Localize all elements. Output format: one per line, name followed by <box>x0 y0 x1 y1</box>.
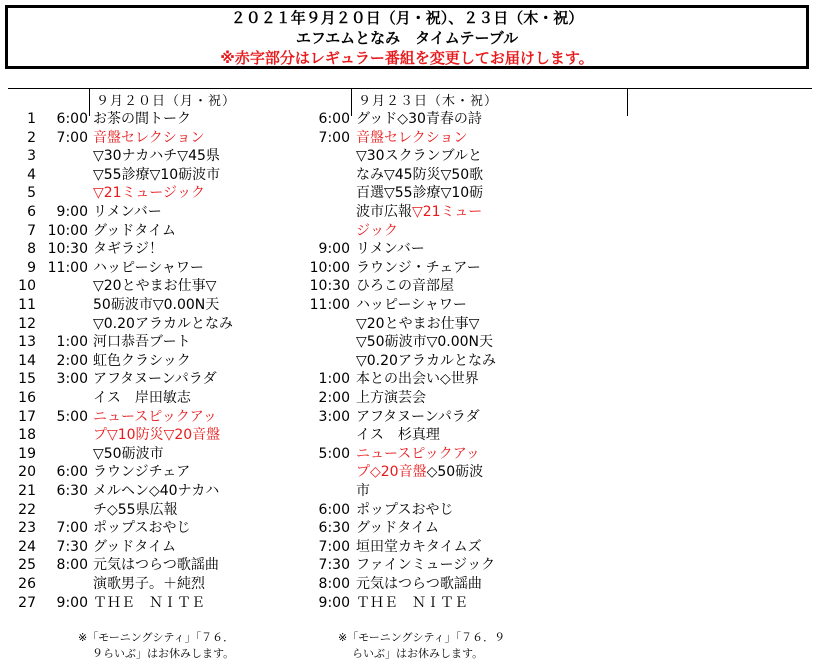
day2-program <box>356 129 467 148</box>
row-number: 6 <box>27 204 36 220</box>
day1-program-text: ニュースピックアッ <box>93 408 217 425</box>
row-number: 26 <box>18 576 36 592</box>
day1-program-text: お茶の間トーク <box>93 111 191 127</box>
day2-time: 2:00 <box>318 390 350 406</box>
day1-program-text: ▽0.20アラカルとなみ <box>93 315 233 332</box>
row-number: 14 <box>18 352 36 369</box>
day2-program <box>356 352 496 371</box>
day2-time: 6:30 <box>318 520 350 537</box>
day1-program <box>93 166 220 185</box>
table-row <box>0 575 820 594</box>
day2-time: 1:00 <box>318 371 350 388</box>
table-row <box>0 333 820 352</box>
day1-program-text: タギラジ！ <box>93 241 163 258</box>
row-number: 12 <box>18 315 36 332</box>
day2-program-text: ▽0.20アラカルとなみ <box>356 352 496 369</box>
table-row <box>0 594 820 613</box>
day1-program <box>93 501 178 520</box>
day2-program <box>356 482 370 501</box>
title-box <box>5 5 809 69</box>
day1-time: 6:30 <box>56 483 88 499</box>
day1-program <box>93 129 204 148</box>
day1-program <box>93 147 220 166</box>
day1-program <box>93 240 163 259</box>
day1-program <box>93 408 217 427</box>
day1-note-line1: ※「モーニングシティ」「７６． <box>78 631 235 644</box>
day2-program-text: 本との出会い◇世界 <box>356 371 479 388</box>
day2-program-text: ▽30スクランブルと <box>356 148 483 165</box>
day1-program-text: チ◇55県広報 <box>93 501 178 518</box>
row-number: 8 <box>27 241 36 258</box>
row-number: 18 <box>18 427 36 444</box>
day1-program-text: リメンバー <box>93 204 162 220</box>
day1-program-text: メルヘン◇40ナカハ <box>93 483 220 499</box>
table-row <box>0 501 820 520</box>
day1-time: 3:00 <box>56 371 88 388</box>
day2-program <box>356 333 493 352</box>
row-number: 23 <box>18 520 36 537</box>
day1-program <box>93 296 219 315</box>
day2-program-text: なみ▽45防災▽50歌 <box>356 166 484 183</box>
row-number: 11 <box>18 297 36 313</box>
day2-program <box>356 259 481 278</box>
day2-program <box>356 203 482 222</box>
day2-program <box>356 222 398 241</box>
day2-program <box>356 389 426 408</box>
day1-program <box>93 259 204 278</box>
day2-time: 11:00 <box>309 297 350 313</box>
day2-program-text: 百選▽55診療▽10砺 <box>356 185 484 202</box>
day2-program <box>356 575 482 594</box>
day1-program-text: ▽30ナカハチ▽45県 <box>93 148 220 165</box>
day2-program <box>356 277 454 296</box>
table-row <box>0 222 820 241</box>
row-number: 19 <box>18 445 36 462</box>
day1-program <box>93 352 191 371</box>
day1-program-text: グッドタイム <box>93 538 177 555</box>
row-number: 7 <box>27 222 36 239</box>
day2-program <box>356 370 479 389</box>
day1-program <box>93 277 216 296</box>
table-row <box>0 110 820 129</box>
day1-program <box>93 538 176 557</box>
day2-time: 9:00 <box>318 241 350 258</box>
day2-program-text: 波市広報 <box>356 204 412 220</box>
day2-time: 7:00 <box>318 538 350 555</box>
day1-program <box>93 315 233 334</box>
row-number: 13 <box>18 334 36 351</box>
day1-time: 1:00 <box>56 334 88 351</box>
day1-program <box>93 463 190 482</box>
table-row <box>0 259 820 278</box>
day2-time: 10:00 <box>309 259 350 276</box>
table-row <box>0 426 820 445</box>
day1-program-text: プ▽10防災▽20音盤 <box>93 427 221 444</box>
day1-time: 9:00 <box>56 594 88 611</box>
day2-program-text: 音盤セレクション <box>356 129 468 146</box>
day2-program-text: グッドタイム <box>356 520 440 537</box>
day1-program-text: アフタヌーンパラダ <box>93 371 217 388</box>
day1-time: 2:00 <box>56 352 88 369</box>
day2-note-line1: ※「モーニングシティ」「７６．９ <box>338 631 506 644</box>
day2-note <box>338 630 505 662</box>
day2-program-text: ◇50砺波 <box>426 464 484 481</box>
day1-program-text: グッドタイム <box>93 222 177 239</box>
day2-program-text: ラウンジ・チェアー <box>356 259 481 276</box>
day1-program <box>93 203 162 222</box>
title-station: エフエムとなみ タイムテーブル <box>295 29 519 47</box>
day2-time: 6:00 <box>318 501 350 518</box>
day1-program <box>93 426 220 445</box>
day2-time: 8:00 <box>318 576 350 592</box>
table-row <box>0 445 820 464</box>
table-row <box>0 166 820 185</box>
row-number: 24 <box>18 538 36 555</box>
day2-note-line2: らいぶ」はお休みします。 <box>352 647 484 660</box>
day1-time: 8:00 <box>56 557 88 574</box>
day1-note-line2: ９らいぶ」はお休みします。 <box>92 647 235 660</box>
day1-program <box>93 389 191 408</box>
day2-program-text: ニュースピックアッ <box>356 445 480 462</box>
day2-program-text: イス 杉真理 <box>356 427 440 444</box>
day1-program-text: ポップスおやじ <box>93 520 191 537</box>
day2-program <box>356 110 482 129</box>
day2-program <box>356 315 479 334</box>
day1-program-text: 虹色クラシック <box>93 352 191 369</box>
day1-program <box>93 333 191 352</box>
day2-program <box>356 594 468 613</box>
day1-time: 11:00 <box>47 259 88 276</box>
day1-program-text: ▽50砺波市 <box>93 445 164 462</box>
day1-program-text: 元気はつらつ歌謡曲 <box>93 557 219 574</box>
day1-program-text: 演歌男子。＋純烈 <box>93 576 205 592</box>
day2-program-text: ポップスおやじ <box>356 501 454 518</box>
day2-program <box>356 296 467 315</box>
day2-time: 10:30 <box>309 278 350 295</box>
day2-program <box>356 538 482 557</box>
day1-program <box>93 482 219 501</box>
table-row <box>0 315 820 334</box>
day1-time: 9:00 <box>56 204 88 220</box>
day2-time: 7:00 <box>318 129 350 146</box>
table-row <box>0 203 820 222</box>
day2-program-text: ▽21ミュー <box>412 204 483 220</box>
day2-time: 7:30 <box>318 557 350 574</box>
day1-program <box>93 594 205 613</box>
table-row <box>0 408 820 427</box>
day1-program <box>93 370 217 389</box>
day2-time: 5:00 <box>318 445 350 462</box>
row-number: 15 <box>18 371 36 388</box>
day1-column-header: ９月２０日（月・祝） <box>96 94 237 109</box>
day2-program <box>356 184 483 203</box>
row-number: 1 <box>27 111 36 127</box>
table-row <box>0 556 820 575</box>
table-row <box>0 352 820 371</box>
day1-program-text: ＴＨＥ ＮＩＴＥ <box>93 594 205 611</box>
table-row <box>0 129 820 148</box>
day2-program-text: ▽50砺波市▽0.00N天 <box>356 334 493 351</box>
day2-time: 6:00 <box>318 111 350 127</box>
day2-program <box>356 501 453 520</box>
table-row <box>0 240 820 259</box>
row-number: 17 <box>18 408 36 425</box>
day1-program-text: ハッピーシャワー <box>93 259 204 276</box>
day1-program <box>93 110 191 129</box>
day1-program <box>93 556 219 575</box>
table-row <box>0 389 820 408</box>
row-number: 5 <box>27 185 36 202</box>
day2-program-text: 元気はつらつ歌謡曲 <box>356 576 482 592</box>
day2-program <box>356 556 495 575</box>
day1-time: 6:00 <box>56 111 88 127</box>
day1-program-text: 50砺波市▽0.00N天 <box>93 297 220 313</box>
table-row <box>0 277 820 296</box>
row-number: 9 <box>27 259 36 276</box>
row-number: 3 <box>27 148 36 165</box>
day1-program <box>93 184 205 203</box>
day1-program <box>93 445 164 464</box>
day1-program-text: 河口恭吾ブート <box>93 334 191 351</box>
day1-program-text: 音盤セレクション <box>93 129 205 146</box>
table-row <box>0 147 820 166</box>
table-row <box>0 370 820 389</box>
day2-program-text: グッド◇30青春の詩 <box>356 111 482 127</box>
table-top-rule <box>8 88 812 89</box>
table-row <box>0 538 820 557</box>
day2-program-text: ひろこの音部屋 <box>356 278 454 295</box>
day2-program-text: ▽20とやまお仕事▽ <box>356 315 480 332</box>
day2-program <box>356 519 439 538</box>
row-number: 21 <box>18 483 36 499</box>
day2-program-text: 市 <box>356 483 370 499</box>
row-number: 2 <box>27 129 36 146</box>
day2-program <box>356 240 425 259</box>
table-row <box>0 184 820 203</box>
table-row <box>0 463 820 482</box>
day1-time: 7:00 <box>56 129 88 146</box>
day2-program <box>356 463 483 482</box>
table-row <box>0 482 820 501</box>
row-number: 16 <box>18 390 36 406</box>
row-number: 10 <box>18 278 36 295</box>
title-dates: ２０２１年９月２０日（月・祝）、２３日（木・祝） <box>230 9 584 27</box>
day1-note <box>78 630 234 662</box>
day1-program <box>93 575 205 594</box>
day1-program-text: ▽20とやまお仕事▽ <box>93 278 217 295</box>
day2-program-text: リメンバー <box>356 241 425 258</box>
row-number: 20 <box>18 464 36 481</box>
day1-program-text: ▽55診療▽10砺波市 <box>93 166 221 183</box>
day2-program <box>356 166 483 185</box>
day1-time: 10:00 <box>47 222 88 239</box>
day2-program-text: 垣田堂カキタイムズ <box>356 538 482 555</box>
day1-time: 5:00 <box>56 408 88 425</box>
row-number: 4 <box>27 166 36 183</box>
row-number: 25 <box>18 557 36 574</box>
day1-program-text: ラウンジチェア <box>93 464 191 481</box>
day2-column-header: ９月２３日（木・祝） <box>358 94 499 109</box>
day1-time: 10:30 <box>47 241 88 258</box>
row-number: 27 <box>18 594 36 611</box>
row-number: 22 <box>18 501 36 518</box>
day2-program <box>356 445 480 464</box>
day2-program-text: ＴＨＥ ＮＩＴＥ <box>356 594 468 611</box>
day2-program-text: アフタヌーンパラダ <box>356 408 480 425</box>
table-row <box>0 519 820 538</box>
day1-program-text: ▽21ミュージック <box>93 185 206 202</box>
day1-program-text: イス 岸田敏志 <box>93 390 191 406</box>
day1-time: 7:00 <box>56 520 88 537</box>
day1-time: 7:30 <box>56 538 88 555</box>
day2-program-text: ハッピーシャワー <box>356 297 467 313</box>
table-row <box>0 296 820 315</box>
day2-program-text: ファインミュージック <box>356 557 496 574</box>
day1-program <box>93 519 190 538</box>
day1-program <box>93 222 176 241</box>
day2-program-text: プ◇20音盤 <box>356 464 427 481</box>
day2-program <box>356 408 480 427</box>
day2-program <box>356 426 440 445</box>
day2-program <box>356 147 482 166</box>
day1-time: 6:00 <box>56 464 88 481</box>
day2-program-text: 上方演芸会 <box>356 390 426 406</box>
title-notice: ※赤字部分はレギュラー番組を変更してお届けします。 <box>220 49 594 67</box>
day2-time: 3:00 <box>318 408 350 425</box>
day2-program-text: ジック <box>356 222 398 239</box>
day2-time: 9:00 <box>318 594 350 611</box>
